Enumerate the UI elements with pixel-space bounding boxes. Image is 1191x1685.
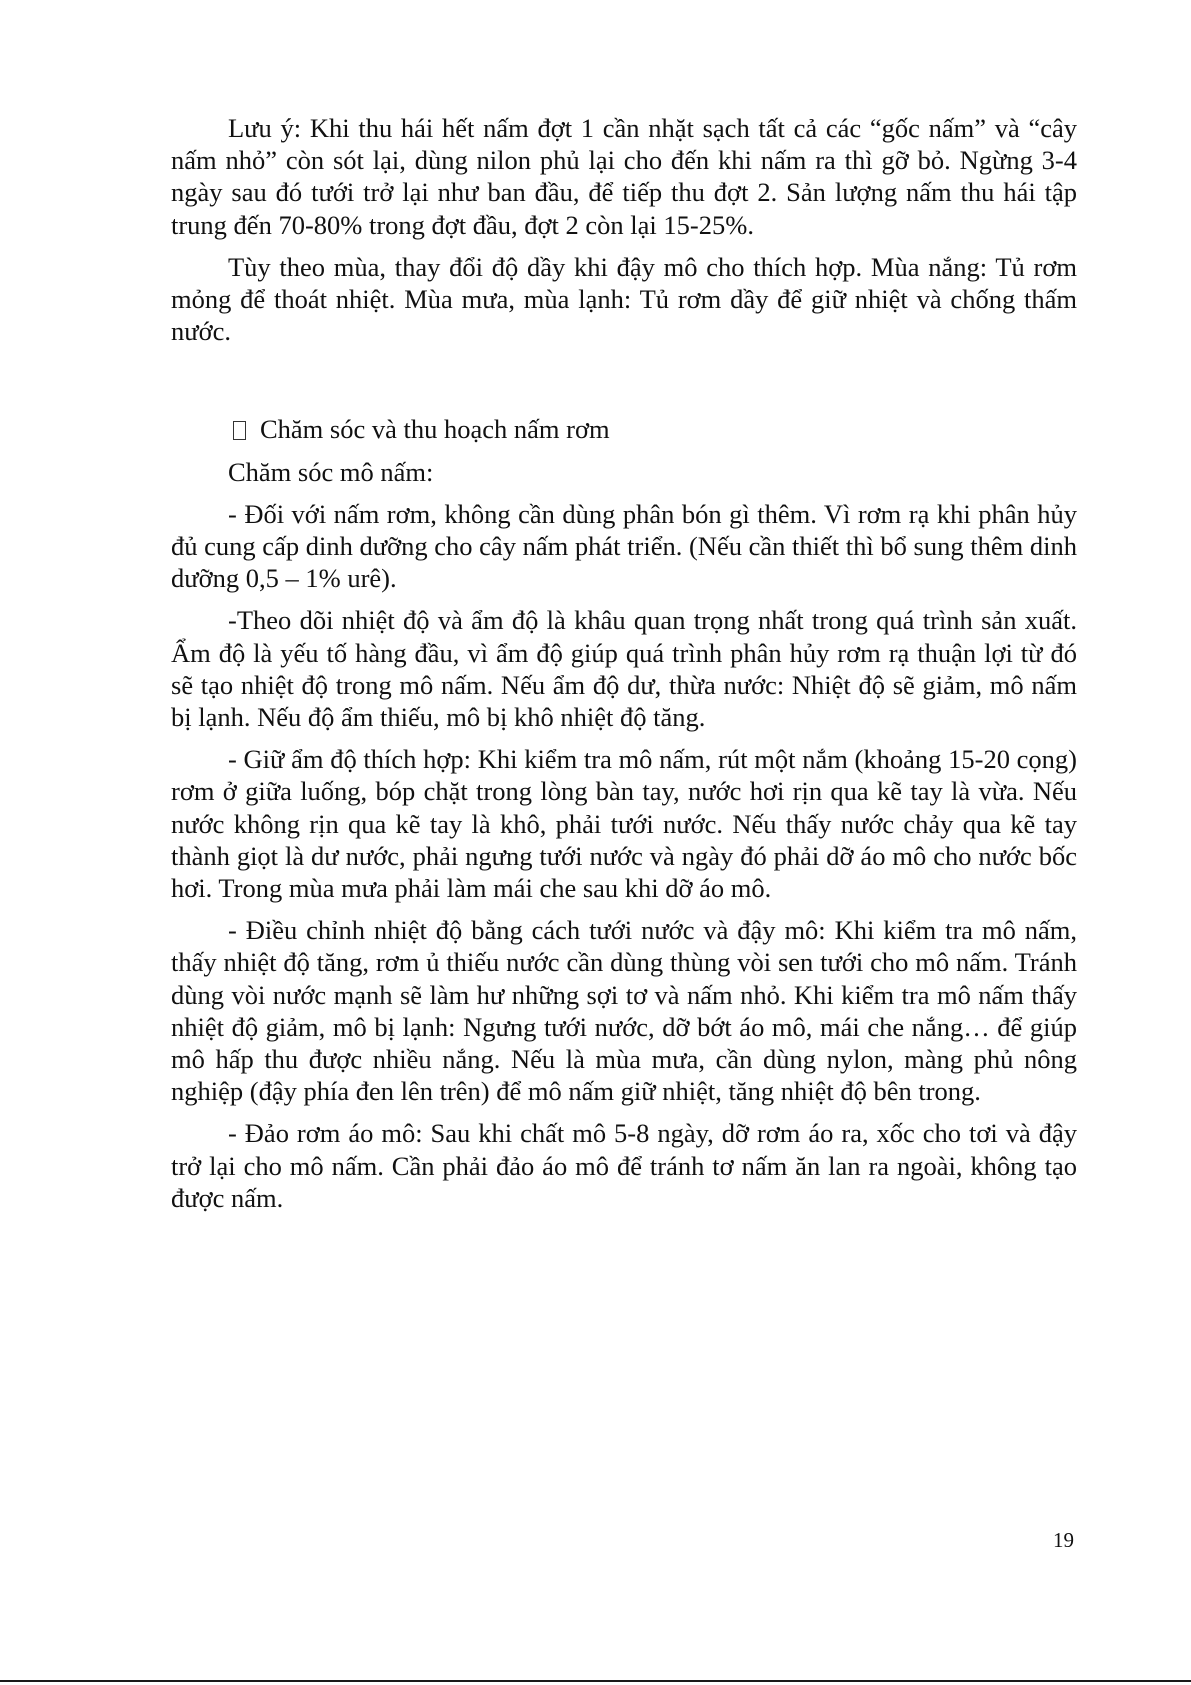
document-page: [171, 112, 1077, 1214]
section-subheading: Chăm sóc mô nấm:: [228, 456, 434, 487]
section-heading: [171, 413, 1077, 445]
list-item: -Theo dõi nhiệt độ và ẩm độ là khâu quan trọng nhất trong quá trình sản xuất. Ẩm độ là yếu tố hàng đầu, vì ẩm độ giúp quá trình phân hủy rơm rạ thuận lợi từ đó sẽ tạo nhiệt độ trong mô nấm. Nếu ẩm độ dư, thừa nước: Nhiệt độ sẽ giảm, mô nấm bị lạnh. Nếu độ ẩm thiếu, mô bị khô nhiệt độ tăng.: [171, 605, 1077, 733]
list-item: - Đối với nấm rơm, không cần dùng phân bón gì thêm. Vì rơm rạ khi phân hủy đủ cung cấp dinh dưỡng cho cây nấm phát triển. (Nếu cần thiết thì bổ sung thêm dinh dưỡng 0,5 – 1% urê).: [171, 498, 1077, 594]
paragraph-season-cover: Tùy theo mùa, thay đổi độ dầy khi đậy mô cho thích hợp. Mùa nắng: Tủ rơm mỏng để thoát nhiệt. Mùa mưa, mùa lạnh: Tủ rơm dầy để giữ nhiệt và chống thấm nước.: [171, 251, 1077, 347]
bottom-divider: [0, 1680, 1191, 1682]
page-number: 19: [1053, 1528, 1074, 1552]
list-item: - Điều chỉnh nhiệt độ bằng cách tưới nước và đậy mô: Khi kiểm tra mô nấm, thấy nhiệt độ tăng, rơm ủ thiếu nước cần dùng thùng vòi sen tưới cho mô nấm. Tránh dùng vòi nước mạnh sẽ làm hư những sợi tơ và nấm nhỏ. Khi kiểm tra mô nấm thấy nhiệt độ giảm, mô bị lạnh: Ngưng tưới nước, dỡ bớt áo mô, mái che nắng… để giúp mô hấp thu được nhiều nắng. Nếu là mùa mưa, cần dùng nylon, màng phủ nông nghiệp (đậy phía đen lên trên) để mô nấm giữ nhiệt, tăng nhiệt độ bên trong.: [171, 915, 1077, 1107]
list-item: - Đảo rơm áo mô: Sau khi chất mô 5-8 ngày, dỡ rơm áo ra, xốc cho tơi và đậy trở lại cho mô nấm. Cần phải đảo áo mô để tránh tơ nấm ăn lan ra ngoài, không tạo được nấm.: [171, 1118, 1077, 1213]
paragraph-harvest-note: Lưu ý: Khi thu hái hết nấm đợt 1 cần nhặt sạch tất cả các “gốc nấm” và “cây nấm nhỏ” còn sót lại, dùng nilon phủ lại cho đến khi nấm ra thì gỡ bỏ. Ngừng 3-4 ngày sau đó tưới trở lại như ban đầu, để tiếp thu đợt 2. Sản lượng nấm thu hái tập trung đến 70-80% trong đợt đầu, đợt 2 còn lại 15-25%.: [171, 113, 1077, 240]
section-heading-text: Chăm sóc và thu hoạch nấm rơm: [260, 414, 610, 445]
list-item: - Giữ ẩm độ thích hợp: Khi kiểm tra mô nấm, rút một nắm (khoảng 15-20 cọng) rơm ở giữa luống, bóp chặt trong lòng bàn tay, nước hơi rịn qua kẽ tay là vừa. Nếu nước không rịn qua kẽ tay là khô, phải tưới nước. Nếu thấy nước chảy qua kẽ tay thành giọt là dư nước, phải ngưng tưới nước và ngày đó phải dỡ áo mô cho nước bốc hơi. Trong mùa mưa phải làm mái che sau khi dỡ áo mô.: [171, 744, 1077, 904]
bullet-box-icon: [233, 421, 246, 440]
